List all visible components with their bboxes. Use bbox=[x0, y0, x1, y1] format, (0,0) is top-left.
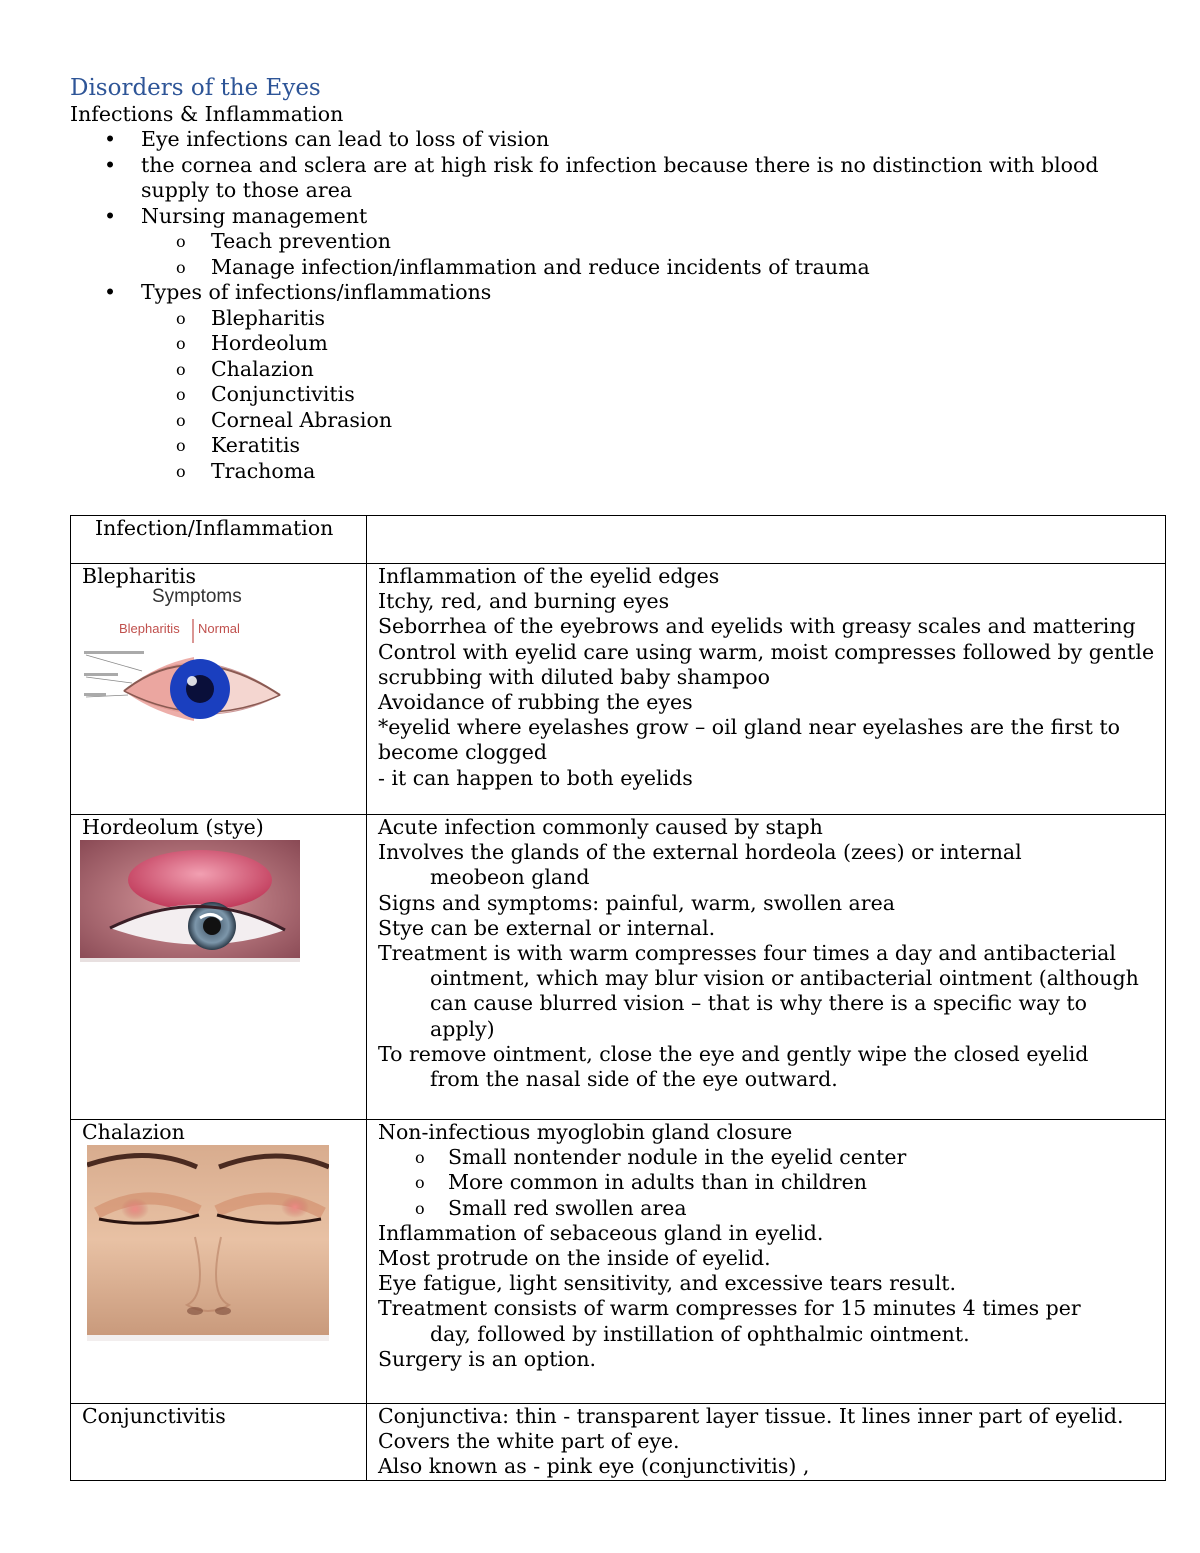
description-line: Inflammation of the eyelid edges bbox=[378, 564, 720, 588]
description-line: Itchy, red, and burning eyes bbox=[378, 589, 670, 614]
description-line-continued: ointment, which may blur vision or antibacterial ointment (although can cause blurred vision – that is why there is a specific way to apply) bbox=[430, 966, 1139, 1041]
description-line: Eye fatigue, light sensitivity, and excessive tears result. bbox=[378, 1271, 957, 1296]
description-line: Avoidance of rubbing the eyes bbox=[378, 690, 693, 715]
description-line: Acute infection commonly caused by staph bbox=[378, 815, 823, 839]
sub-bullet-icon: o bbox=[176, 232, 186, 251]
description-line: Inflammation of sebaceous gland in eyelid. bbox=[378, 1220, 824, 1245]
description-line-continued: from the nasal side of the eye outward. bbox=[430, 1067, 838, 1092]
sub-bullet-icon: o bbox=[415, 1148, 425, 1168]
page-subtitle: Infections & Inflammation bbox=[70, 102, 344, 126]
table-row bbox=[71, 815, 1166, 1120]
row-description-cell bbox=[367, 1404, 1166, 1481]
sub-bullet-icon: o bbox=[176, 410, 186, 430]
description-line: Most protrude on the inside of eyelid. bbox=[378, 1246, 771, 1271]
outline-subitem: o Manage infection/inflammation and reduce incidents of trauma bbox=[176, 254, 870, 279]
description-line: Also known as - pink eye (conjunctivitis) , bbox=[378, 1454, 810, 1479]
bullet-icon: • bbox=[104, 203, 117, 228]
outline-list bbox=[70, 127, 1150, 484]
description-line: Signs and symptoms: painful, warm, swollen area bbox=[378, 890, 895, 915]
description-line: Surgery is an option. bbox=[378, 1346, 597, 1371]
sub-bullet-icon: o bbox=[415, 1173, 425, 1193]
table-row bbox=[71, 1404, 1166, 1481]
description-subitem: o Small nontender nodule in the eyelid center bbox=[415, 1145, 907, 1170]
row-description-cell bbox=[367, 564, 1166, 815]
row-name-cell bbox=[71, 1404, 367, 1481]
bullet-icon: • bbox=[104, 152, 117, 177]
row-name: Chalazion bbox=[82, 1120, 185, 1144]
hordeolum-photo bbox=[80, 840, 300, 962]
outline-item: • Types of infections/inflammations bbox=[104, 280, 492, 304]
description-line: Treatment consists of warm compresses for 15 minutes 4 times per bbox=[378, 1296, 1081, 1321]
outline-item: • the cornea and sclera are at high risk fo infection because there is no distinction with blood supply to those area bbox=[104, 152, 1099, 202]
description-subitem: o More common in adults than in children bbox=[415, 1170, 867, 1195]
sub-bullet-icon: o bbox=[176, 257, 186, 277]
row-name-cell bbox=[71, 1120, 367, 1404]
description-line: Stye can be external or internal. bbox=[378, 915, 716, 940]
description-line: Conjunctiva: thin - transparent layer tissue. It lines inner part of eyelid. Covers the white part of eye. bbox=[378, 1404, 1124, 1454]
sub-bullet-icon: o bbox=[176, 436, 186, 455]
description-line: Involves the glands of the external hordeola (zees) or internal bbox=[378, 840, 1022, 865]
outline-subitem: o Conjunctivitis bbox=[176, 382, 355, 406]
page-title: Disorders of the Eyes bbox=[70, 75, 321, 101]
row-description-cell bbox=[367, 815, 1166, 1120]
figure-label-normal: Normal bbox=[198, 621, 240, 637]
outline-subitem: o Chalazion bbox=[176, 356, 314, 381]
description-subitem: o Small red swollen area bbox=[415, 1195, 687, 1220]
row-description-cell bbox=[367, 1120, 1166, 1404]
description-line: *eyelid where eyelashes grow – oil gland near eyelashes are the first to become clogged bbox=[378, 715, 1120, 765]
description-line: Seborrhea of the eyebrows and eyelids with greasy scales and mattering bbox=[378, 614, 1136, 639]
description-line: Treatment is with warm compresses four times a day and antibacterial bbox=[378, 941, 1116, 966]
row-name: Conjunctivitis bbox=[82, 1404, 226, 1428]
row-name-cell bbox=[71, 564, 367, 815]
sub-bullet-icon: o bbox=[176, 461, 186, 481]
blepharitis-diagram bbox=[82, 585, 282, 725]
disorders-table bbox=[70, 515, 1166, 1481]
outline-subitem: o Keratitis bbox=[176, 433, 301, 457]
outline-subitem: o Blepharitis bbox=[176, 305, 325, 330]
sub-bullet-icon: o bbox=[176, 385, 186, 404]
header-cell-infection: Infection/Inflammation bbox=[71, 516, 367, 564]
bullet-icon: • bbox=[104, 280, 117, 304]
description-line: Control with eyelid care using warm, moist compresses followed by gentle scrubbing with diluted baby shampoo bbox=[378, 639, 1155, 689]
row-name: Blepharitis bbox=[82, 564, 196, 588]
outline-subitem: o Trachoma bbox=[176, 458, 316, 483]
table-row bbox=[71, 1120, 1166, 1404]
description-line: - it can happen to both eyelids bbox=[378, 765, 693, 790]
sub-bullet-icon: o bbox=[176, 334, 186, 353]
description-line-continued: day, followed by instillation of ophthalmic ointment. bbox=[430, 1321, 970, 1346]
figure-label-blepharitis: Blepharitis bbox=[119, 621, 180, 637]
table-row bbox=[71, 564, 1166, 815]
outline-subitem: o Hordeolum bbox=[176, 331, 328, 355]
row-name-cell bbox=[71, 815, 367, 1120]
outline-subitem: o Teach prevention bbox=[176, 229, 391, 253]
row-name: Hordeolum (stye) bbox=[82, 815, 264, 839]
sub-bullet-icon: o bbox=[176, 308, 186, 328]
chalazion-photo bbox=[87, 1145, 329, 1341]
bullet-icon: • bbox=[104, 127, 117, 151]
sub-bullet-icon: o bbox=[176, 359, 186, 379]
outline-item: • Nursing management bbox=[104, 203, 368, 228]
description-line-continued: meobeon gland bbox=[430, 865, 590, 890]
table-header-row bbox=[71, 516, 1166, 564]
outline-subitem: o Corneal Abrasion bbox=[176, 407, 393, 432]
figure-heading: Symptoms bbox=[152, 586, 242, 608]
header-cell-description bbox=[367, 516, 1166, 564]
description-line: To remove ointment, close the eye and gently wipe the closed eyelid bbox=[378, 1041, 1089, 1066]
description-line: Non-infectious myoglobin gland closure bbox=[378, 1120, 793, 1144]
sub-bullet-icon: o bbox=[415, 1198, 425, 1218]
outline-item: • Eye infections can lead to loss of vision bbox=[104, 127, 550, 151]
